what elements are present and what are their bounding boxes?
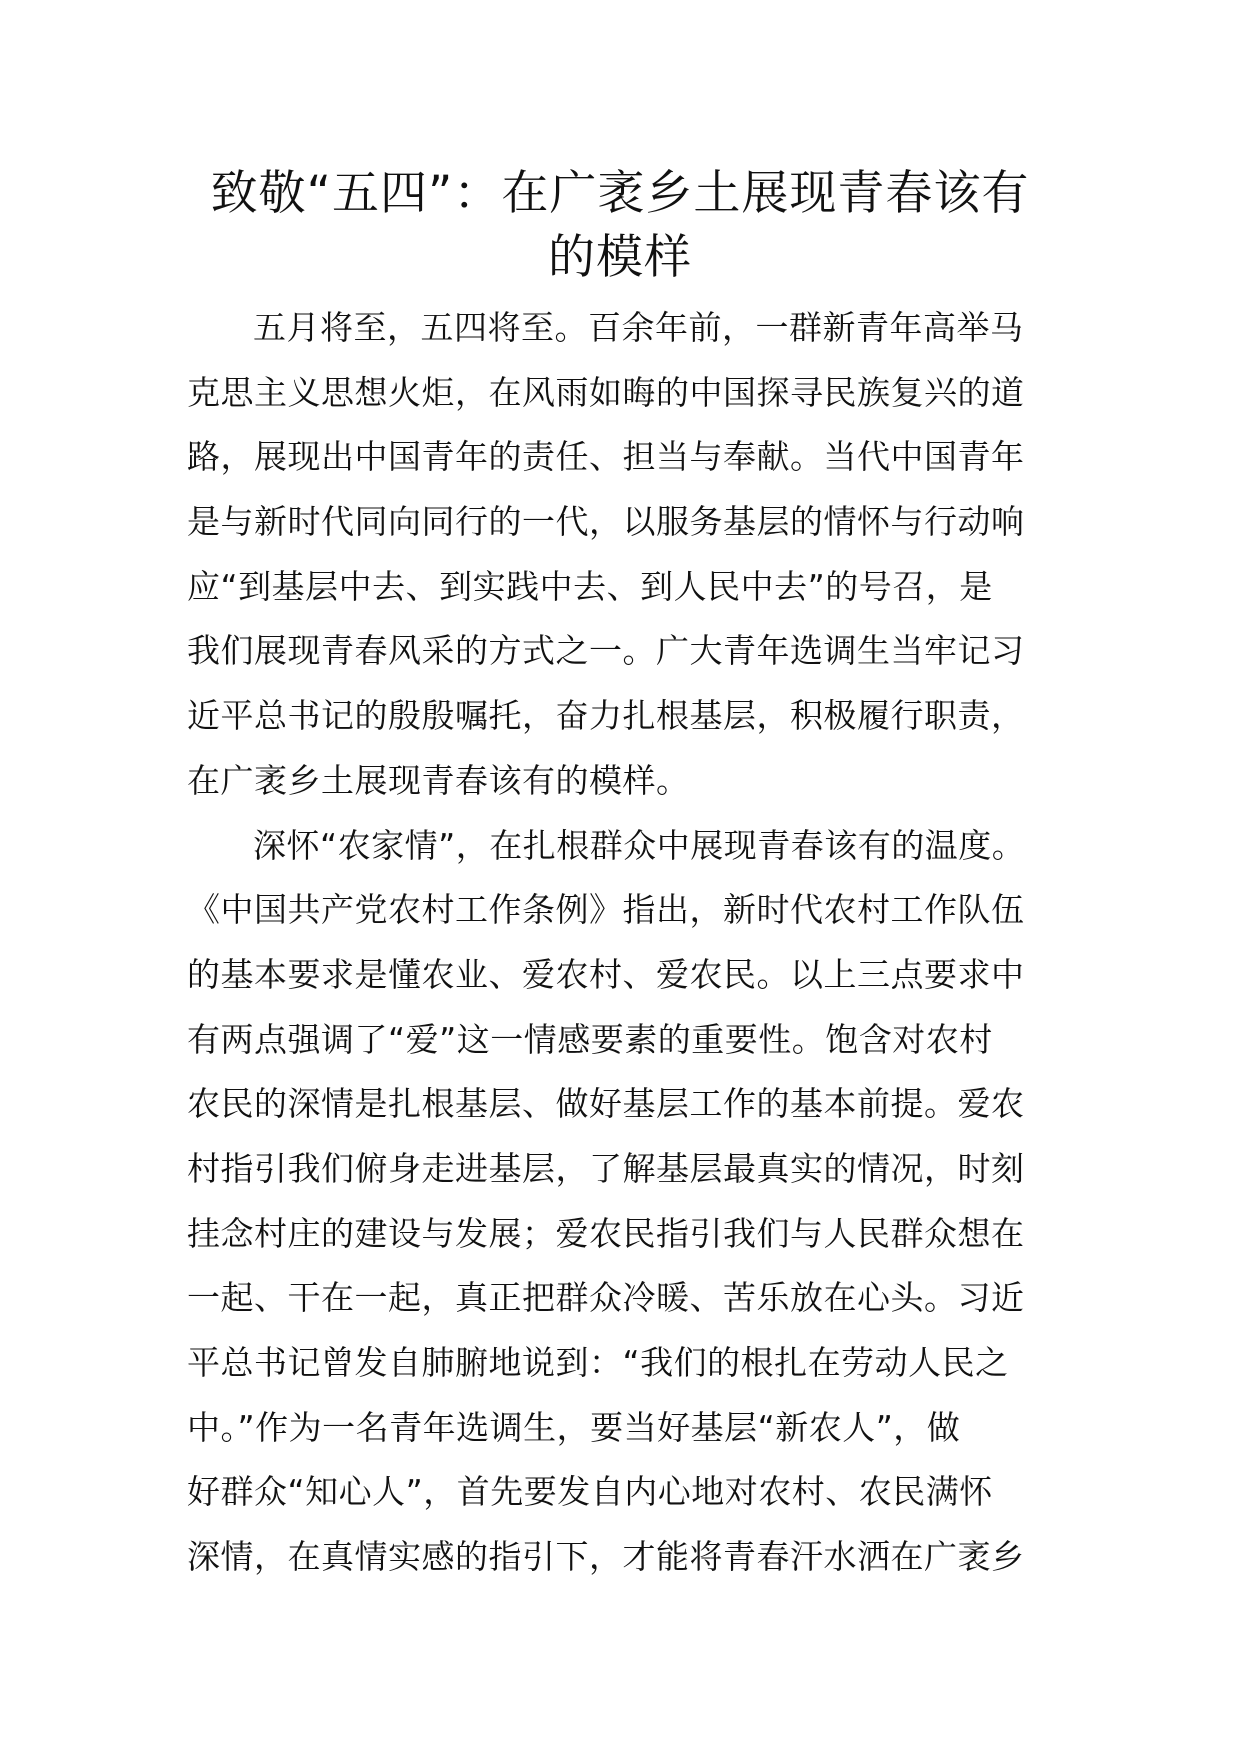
title-line: 的模样 (548, 230, 692, 285)
text-line: 平总书记曾发自肺腑地说到：“我们的根扎在劳动人民之 (187, 1343, 1009, 1382)
text-line: 有两点强调了“爱”这一情感要素的重要性。饱含对农村 (187, 1019, 993, 1059)
text-line: 在广袤乡土展现青春该有的模样。 (187, 760, 690, 800)
paragraph-2 (187, 814, 1067, 1590)
text-line: 深怀“农家情”，在扎根群众中展现青春该有的温度。 (253, 825, 1026, 865)
text-line: 克思主义思想火炬，在风雨如晦的中国探寻民族复兴的道 (187, 372, 1025, 412)
document-title (180, 162, 1060, 290)
text-line: 我们展现青春风采的方式之一。广大青年选调生当牢记习 (187, 631, 1025, 671)
paragraph-1 (187, 296, 1067, 814)
text-line: 挂念村庄的建设与发展；爱农民指引我们与人民群众想在 (187, 1213, 1025, 1253)
text-line: 应“到基层中去、到实践中去、到人民中去”的号召，是 (187, 566, 993, 606)
text-line: 的基本要求是懂农业、爱农村、爱农民。以上三点要求中 (187, 954, 1025, 994)
text-line: 近平总书记的殷殷嘱托，奋力扎根基层，积极履行职责， (187, 696, 1025, 736)
text-line: 路，展现出中国青年的责任、担当与奉献。当代中国青年 (187, 437, 1025, 477)
text-line: 五月将至，五四将至。百余年前，一群新青年高举马 (253, 308, 1024, 347)
text-line: 农民的深情是扎根基层、做好基层工作的基本前提。爱农 (187, 1084, 1025, 1124)
text-line: 村指引我们俯身走进基层，了解基层最真实的情况，时刻 (187, 1148, 1025, 1188)
text-line: 《中国共产党农村工作条例》指出，新时代农村工作队伍 (187, 890, 1025, 930)
document-body (187, 296, 1067, 1590)
text-line: 深情，在真情实感的指引下，才能将青春汗水洒在广袤乡 (187, 1537, 1025, 1577)
text-line: 好群众“知心人”，首先要发自内心地对农村、农民满怀 (187, 1472, 993, 1512)
title-line: 致敬“五四”：在广袤乡土展现青春该有 (210, 166, 1030, 221)
text-line: 是与新时代同向同行的一代，以服务基层的情怀与行动响 (187, 502, 1025, 542)
text-line: 中。”作为一名青年选调生，要当好基层“新农人”，做 (187, 1407, 961, 1447)
text-line: 一起、干在一起，真正把群众冷暖、苦乐放在心头。习近 (187, 1278, 1025, 1318)
